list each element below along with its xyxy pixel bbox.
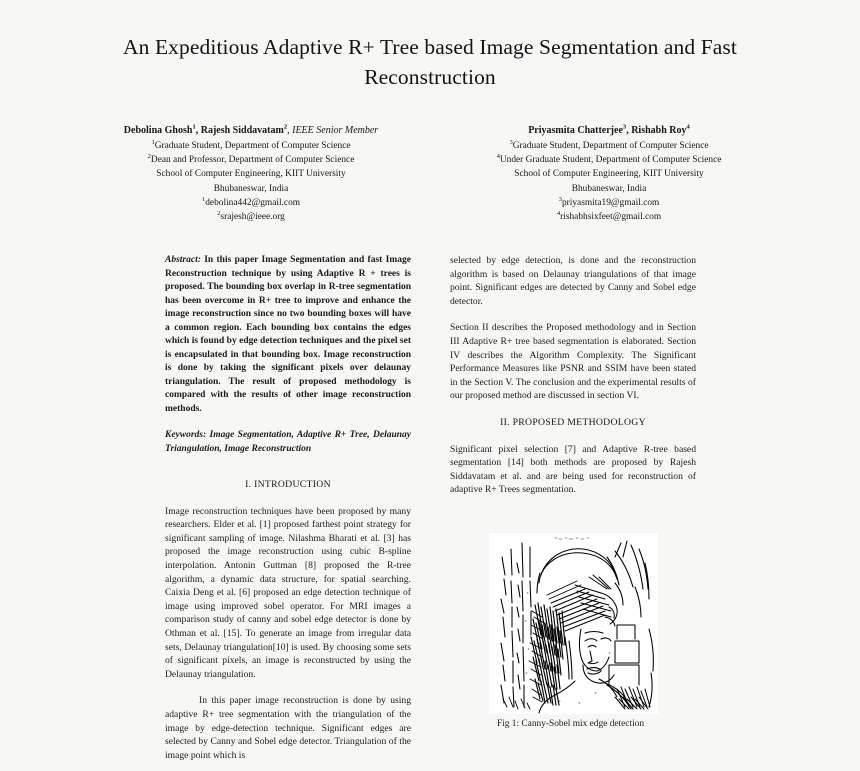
email-2-marker-left: 2 bbox=[217, 209, 221, 217]
affiliation-1-text-right: Graduate Student, Department of Computer Science bbox=[512, 141, 709, 151]
introduction-paragraph-2: In this paper image reconstruction is done by using adaptive R+ tree segmentation with the triangulation of the image by edge-detection technique. Significant edges are selected by Canny and Sobel edge detector. Triangulation of the image point which is bbox=[165, 695, 411, 761]
school-right: School of Computer Engineering, KIIT University bbox=[514, 169, 704, 180]
affiliation-2-marker-left: 2 bbox=[147, 153, 151, 161]
keywords-line: Keywords: Image Segmentation, Adaptive R+ Tree, Delaunay Triangulation, Image Reconstruction bbox=[165, 430, 411, 454]
introduction-continuation: selected by edge detection, is done and the reconstruction algorithm is based on Delaunay triangulations of that image point. Significant edges are detected by Canny and Sobel edge detector. bbox=[450, 255, 696, 307]
email-4-right bbox=[454, 210, 764, 224]
author-name-4-marker: 4 bbox=[686, 123, 690, 131]
email-3-marker-right: 3 bbox=[558, 195, 562, 203]
section-overview-paragraph: Section II describes the Proposed methodology and in Section III Adaptive R+ tree based segmentation is elaborated. Section IV describes the Algorithm Complexity. The Significant Performance Measures like PSNR and SSIM have been stated in the Section V. The conclusion and the experimental results of our proposed method are discussed in section VI. bbox=[450, 322, 696, 402]
author-name-1-marker: 1 bbox=[192, 123, 196, 131]
email-4-text-right[interactable]: rishabhsixfeet@gmail.com bbox=[560, 212, 662, 223]
author-name-3: Priyasmita Chatterjee bbox=[528, 125, 623, 136]
introduction-paragraph-1: Image reconstruction techniques have been proposed by many researchers. Elder et al. [1] proposed farthest point strategy for significant sampling of image. Nilashma Bharati et al. [3] has proposed the image reconstruction using cubic B-spline interpolation. Antonin Guttman [8] proposed the R-tree algorithm, a dynamic data structure, for spatial searching. Caixia Deng et al. [6] proposed an edge detection technique of image using improved sobel operator. For MRI images a comparison study of canny and sobel edge detector is done by Othman et al. [15]. To generate an image from irregular data sets, Delaunay triangulation[10] is used. By choosing some sets of significant pixels, an image is reconstructed by using the Delaunay triangulation. bbox=[165, 505, 411, 680]
email-2-left bbox=[96, 210, 406, 224]
author-name-4: , Rishabh Roy bbox=[626, 125, 687, 136]
affiliation-1-text-left: Graduate Student, Department of Computer Science bbox=[154, 141, 351, 151]
author-name-2-marker: 2 bbox=[283, 123, 288, 131]
city-left: Bhubaneswar, India bbox=[213, 183, 289, 194]
affiliation-2-marker-right: 4 bbox=[496, 153, 500, 161]
canny-sobel-edge-detection-image bbox=[489, 533, 658, 714]
figure-1 bbox=[489, 533, 658, 731]
section-heading-introduction: I. INTRODUCTION bbox=[245, 479, 331, 490]
email-3-right bbox=[454, 196, 764, 210]
author-name-1: Debolina Ghosh bbox=[123, 125, 193, 136]
figure-caption: Fig 1: Canny-Sobel mix edge detection bbox=[496, 719, 645, 729]
abstract-label: Abstract: bbox=[165, 255, 201, 265]
affiliation-2-text-right: Under Graduate Student, Department of Computer Science bbox=[499, 155, 722, 166]
author-block-right bbox=[454, 123, 764, 224]
affiliation-1-left bbox=[96, 139, 406, 153]
email-1-left bbox=[96, 196, 406, 210]
author-names-left bbox=[96, 123, 406, 138]
affiliation-2-left bbox=[96, 153, 406, 167]
school-left: School of Computer Engineering, KIIT University bbox=[156, 169, 346, 180]
email-1-text-left[interactable]: debolina442@gmail.com bbox=[205, 197, 301, 208]
abstract-body: In this paper Image Segmentation and fast Image Reconstruction technique by using Adaptive R + trees is proposed. The bounding box overlap in R-tree segmentation has been overcome in R+ tree to improve and enhance the image reconstruction since no two bounding boxes will have a common region. Each bounding box contains the edges which is found by edge detection techniques and the pixel set is encapsulated in that bounding box. Image reconstruction is done by taking the significant pixels over delaunay triangulation. The result of proposed methodology is compared with the results of other image reconstruction methods. bbox=[165, 255, 411, 414]
author-name-3-marker: 3 bbox=[622, 123, 627, 131]
email-3-text-right[interactable]: priyasmita19@gmail.com bbox=[561, 197, 660, 208]
author-block-left bbox=[96, 123, 406, 224]
affiliation-1-marker-left: 1 bbox=[151, 138, 155, 146]
author-name-2: , Rajesh Siddavatam bbox=[195, 125, 284, 136]
authors-row bbox=[0, 123, 860, 224]
affiliation-1-marker-right: 3 bbox=[509, 138, 513, 146]
title-block bbox=[120, 32, 740, 92]
email-1-marker-left: 1 bbox=[201, 195, 206, 203]
email-2-text-left[interactable]: srajesh@ieee.org bbox=[220, 212, 285, 223]
author-ieee-membership: , IEEE Senior Member bbox=[287, 125, 379, 136]
city-right: Bhubaneswar, India bbox=[571, 183, 647, 194]
email-4-marker-right: 4 bbox=[556, 209, 561, 217]
column-right bbox=[450, 254, 696, 497]
page-title: An Expeditious Adaptive R+ Tree based Image Segmentation and Fast Reconstruction bbox=[123, 35, 737, 89]
affiliation-2-text-left: Dean and Professor, Department of Computer Science bbox=[150, 155, 355, 166]
methodology-paragraph-1: Significant pixel selection [7] and Adaptive R-tree based segmentation [14] both methods are proposed by Rajesh Siddavatam et al. and are being used for reconstruction of adaptive R+ Trees segmentation. bbox=[450, 443, 696, 496]
author-names-right bbox=[454, 123, 764, 138]
abstract-paragraph bbox=[165, 254, 411, 416]
affiliation-1-right bbox=[454, 139, 764, 153]
column-left bbox=[165, 254, 411, 762]
affiliation-2-right bbox=[454, 153, 764, 167]
section-heading-proposed-methodology: II. PROPOSED METHODOLOGY bbox=[500, 416, 646, 428]
